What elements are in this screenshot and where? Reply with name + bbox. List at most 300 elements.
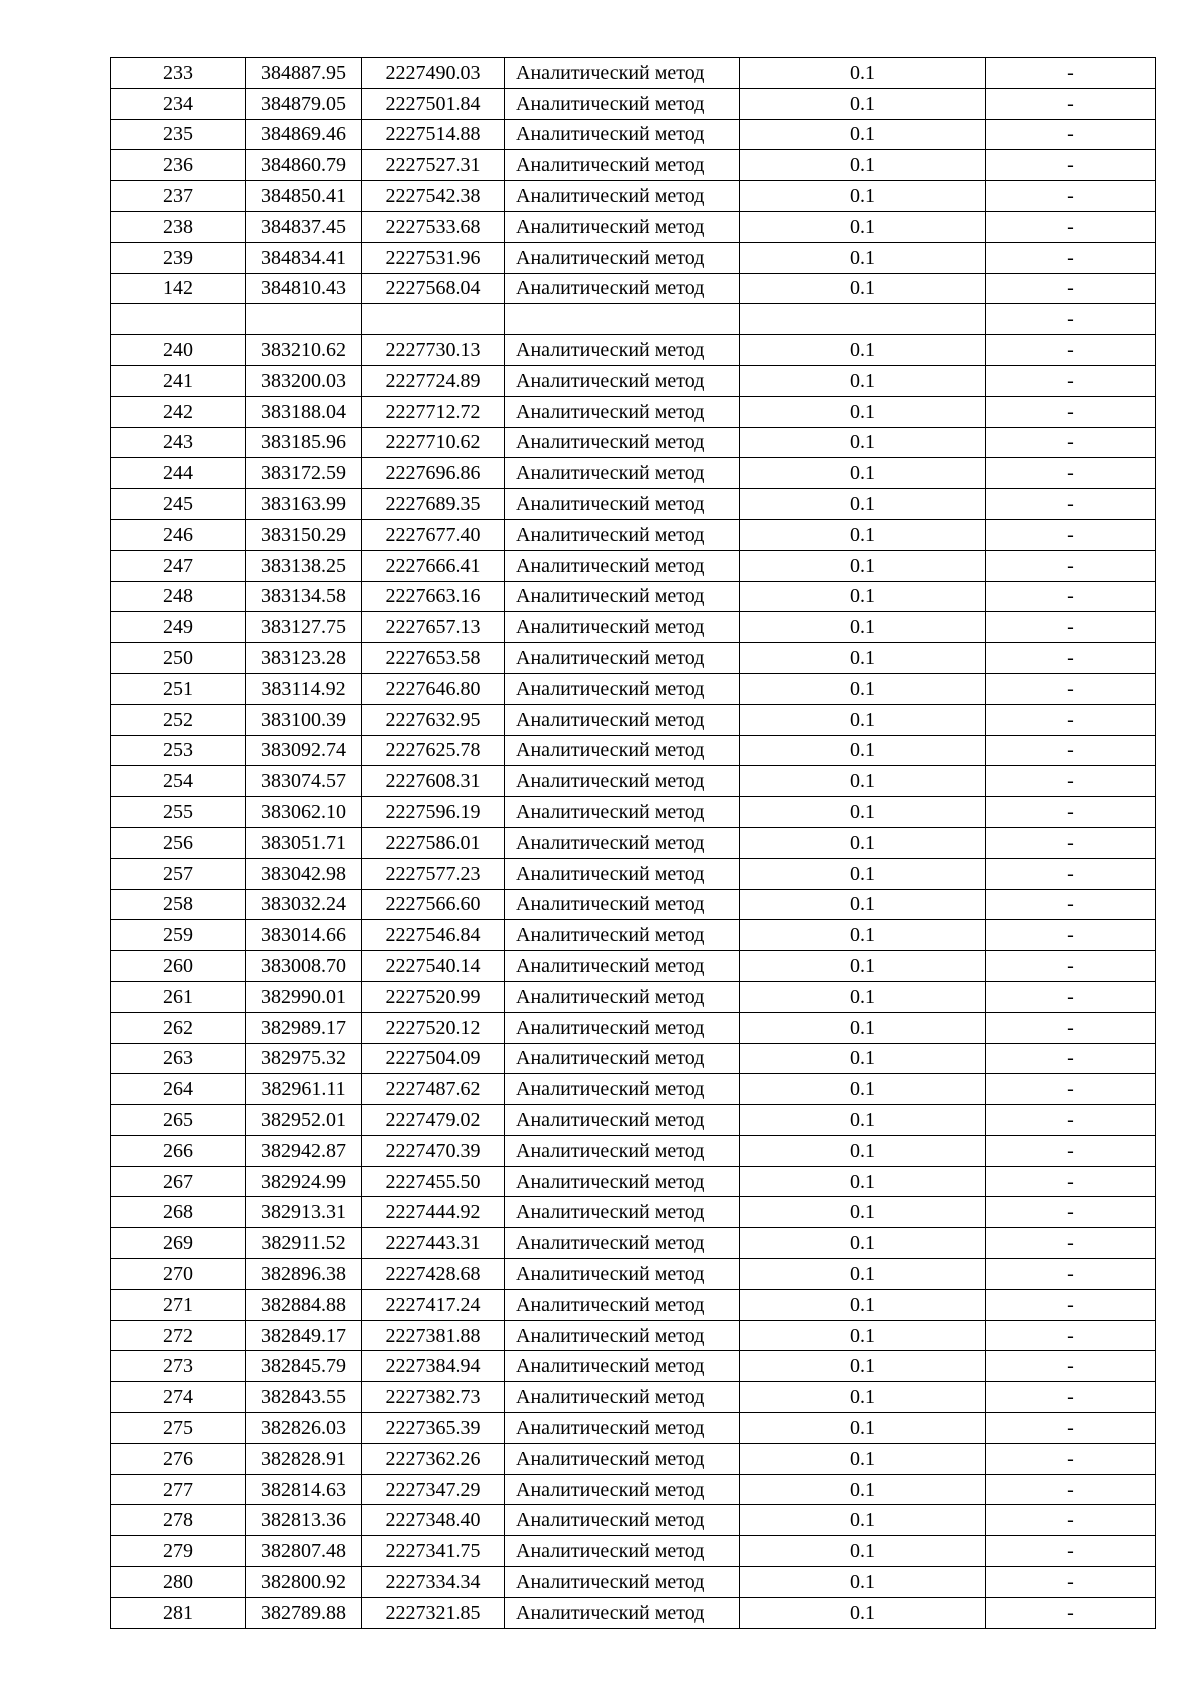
method-cell: Аналитический метод bbox=[505, 673, 740, 704]
y-coordinate-cell: 2227443.31 bbox=[362, 1228, 505, 1259]
x-coordinate-cell: 382913.31 bbox=[246, 1197, 362, 1228]
method-cell: Аналитический метод bbox=[505, 458, 740, 489]
table-row bbox=[111, 1443, 1156, 1474]
point-number-cell: 260 bbox=[111, 951, 246, 982]
point-number-cell: 247 bbox=[111, 550, 246, 581]
method-cell: Аналитический метод bbox=[505, 1289, 740, 1320]
table-row bbox=[111, 304, 1156, 335]
note-cell: - bbox=[986, 335, 1156, 366]
point-number-cell: 255 bbox=[111, 797, 246, 828]
note-cell: - bbox=[986, 1289, 1156, 1320]
note-cell: - bbox=[986, 365, 1156, 396]
table-row bbox=[111, 550, 1156, 581]
y-coordinate-cell: 2227527.31 bbox=[362, 150, 505, 181]
method-cell: Аналитический метод bbox=[505, 1505, 740, 1536]
y-coordinate-cell bbox=[362, 304, 505, 335]
table-row bbox=[111, 519, 1156, 550]
table-row bbox=[111, 643, 1156, 674]
y-coordinate-cell: 2227730.13 bbox=[362, 335, 505, 366]
x-coordinate-cell: 382843.55 bbox=[246, 1382, 362, 1413]
method-cell bbox=[505, 304, 740, 335]
point-number-cell: 244 bbox=[111, 458, 246, 489]
x-coordinate-cell: 383074.57 bbox=[246, 766, 362, 797]
x-coordinate-cell: 383032.24 bbox=[246, 889, 362, 920]
method-cell: Аналитический метод bbox=[505, 735, 740, 766]
point-number-cell: 278 bbox=[111, 1505, 246, 1536]
accuracy-cell: 0.1 bbox=[740, 427, 986, 458]
x-coordinate-cell: 382813.36 bbox=[246, 1505, 362, 1536]
note-cell: - bbox=[986, 1228, 1156, 1259]
y-coordinate-cell: 2227520.12 bbox=[362, 1012, 505, 1043]
accuracy-cell: 0.1 bbox=[740, 704, 986, 735]
note-cell: - bbox=[986, 119, 1156, 150]
x-coordinate-cell: 383200.03 bbox=[246, 365, 362, 396]
table-row bbox=[111, 1074, 1156, 1105]
method-cell: Аналитический метод bbox=[505, 889, 740, 920]
point-number-cell: 270 bbox=[111, 1259, 246, 1290]
accuracy-cell: 0.1 bbox=[740, 181, 986, 212]
y-coordinate-cell: 2227501.84 bbox=[362, 88, 505, 119]
method-cell: Аналитический метод bbox=[505, 1166, 740, 1197]
table-row bbox=[111, 1505, 1156, 1536]
method-cell: Аналитический метод bbox=[505, 612, 740, 643]
note-cell: - bbox=[986, 1536, 1156, 1567]
table-row bbox=[111, 242, 1156, 273]
table-row bbox=[111, 1012, 1156, 1043]
y-coordinate-cell: 2227417.24 bbox=[362, 1289, 505, 1320]
point-number-cell bbox=[111, 304, 246, 335]
accuracy-cell: 0.1 bbox=[740, 920, 986, 951]
note-cell: - bbox=[986, 1197, 1156, 1228]
note-cell: - bbox=[986, 211, 1156, 242]
point-number-cell: 234 bbox=[111, 88, 246, 119]
y-coordinate-cell: 2227712.72 bbox=[362, 396, 505, 427]
y-coordinate-cell: 2227586.01 bbox=[362, 827, 505, 858]
note-cell: - bbox=[986, 1043, 1156, 1074]
point-number-cell: 239 bbox=[111, 242, 246, 273]
accuracy-cell: 0.1 bbox=[740, 489, 986, 520]
y-coordinate-cell: 2227533.68 bbox=[362, 211, 505, 242]
point-number-cell: 268 bbox=[111, 1197, 246, 1228]
table-row bbox=[111, 150, 1156, 181]
accuracy-cell: 0.1 bbox=[740, 1474, 986, 1505]
accuracy-cell: 0.1 bbox=[740, 827, 986, 858]
table-row bbox=[111, 735, 1156, 766]
table-row bbox=[111, 704, 1156, 735]
accuracy-cell: 0.1 bbox=[740, 1012, 986, 1043]
note-cell: - bbox=[986, 489, 1156, 520]
note-cell: - bbox=[986, 673, 1156, 704]
x-coordinate-cell: 382896.38 bbox=[246, 1259, 362, 1290]
point-number-cell: 250 bbox=[111, 643, 246, 674]
accuracy-cell: 0.1 bbox=[740, 1382, 986, 1413]
point-number-cell: 264 bbox=[111, 1074, 246, 1105]
method-cell: Аналитический метод bbox=[505, 396, 740, 427]
x-coordinate-cell: 383127.75 bbox=[246, 612, 362, 643]
x-coordinate-cell: 382826.03 bbox=[246, 1413, 362, 1444]
table-row bbox=[111, 1351, 1156, 1382]
method-cell: Аналитический метод bbox=[505, 1105, 740, 1136]
table-row bbox=[111, 797, 1156, 828]
table-row bbox=[111, 365, 1156, 396]
table-row bbox=[111, 1536, 1156, 1567]
note-cell: - bbox=[986, 889, 1156, 920]
y-coordinate-cell: 2227710.62 bbox=[362, 427, 505, 458]
note-cell: - bbox=[986, 1505, 1156, 1536]
table-row bbox=[111, 335, 1156, 366]
accuracy-cell bbox=[740, 304, 986, 335]
y-coordinate-cell: 2227689.35 bbox=[362, 489, 505, 520]
method-cell: Аналитический метод bbox=[505, 365, 740, 396]
method-cell: Аналитический метод bbox=[505, 550, 740, 581]
accuracy-cell: 0.1 bbox=[740, 643, 986, 674]
x-coordinate-cell: 383062.10 bbox=[246, 797, 362, 828]
accuracy-cell: 0.1 bbox=[740, 1166, 986, 1197]
y-coordinate-cell: 2227514.88 bbox=[362, 119, 505, 150]
y-coordinate-cell: 2227334.34 bbox=[362, 1567, 505, 1598]
note-cell: - bbox=[986, 1320, 1156, 1351]
y-coordinate-cell: 2227428.68 bbox=[362, 1259, 505, 1290]
x-coordinate-cell: 383185.96 bbox=[246, 427, 362, 458]
table-row bbox=[111, 489, 1156, 520]
y-coordinate-cell: 2227566.60 bbox=[362, 889, 505, 920]
x-coordinate-cell: 382789.88 bbox=[246, 1597, 362, 1628]
coordinates-table bbox=[110, 57, 1156, 1629]
point-number-cell: 257 bbox=[111, 858, 246, 889]
method-cell: Аналитический метод bbox=[505, 242, 740, 273]
note-cell: - bbox=[986, 643, 1156, 674]
coordinates-table-body bbox=[111, 58, 1156, 1629]
x-coordinate-cell bbox=[246, 304, 362, 335]
note-cell: - bbox=[986, 581, 1156, 612]
point-number-cell: 273 bbox=[111, 1351, 246, 1382]
table-row bbox=[111, 1567, 1156, 1598]
accuracy-cell: 0.1 bbox=[740, 1320, 986, 1351]
method-cell: Аналитический метод bbox=[505, 519, 740, 550]
point-number-cell: 280 bbox=[111, 1567, 246, 1598]
table-row bbox=[111, 88, 1156, 119]
table-row bbox=[111, 58, 1156, 89]
method-cell: Аналитический метод bbox=[505, 920, 740, 951]
method-cell: Аналитический метод bbox=[505, 858, 740, 889]
method-cell: Аналитический метод bbox=[505, 643, 740, 674]
x-coordinate-cell: 384869.46 bbox=[246, 119, 362, 150]
accuracy-cell: 0.1 bbox=[740, 211, 986, 242]
accuracy-cell: 0.1 bbox=[740, 1443, 986, 1474]
accuracy-cell: 0.1 bbox=[740, 150, 986, 181]
point-number-cell: 253 bbox=[111, 735, 246, 766]
accuracy-cell: 0.1 bbox=[740, 1505, 986, 1536]
point-number-cell: 271 bbox=[111, 1289, 246, 1320]
accuracy-cell: 0.1 bbox=[740, 1597, 986, 1628]
method-cell: Аналитический метод bbox=[505, 335, 740, 366]
x-coordinate-cell: 383210.62 bbox=[246, 335, 362, 366]
note-cell: - bbox=[986, 150, 1156, 181]
method-cell: Аналитический метод bbox=[505, 1474, 740, 1505]
note-cell: - bbox=[986, 181, 1156, 212]
accuracy-cell: 0.1 bbox=[740, 458, 986, 489]
x-coordinate-cell: 383123.28 bbox=[246, 643, 362, 674]
x-coordinate-cell: 384837.45 bbox=[246, 211, 362, 242]
accuracy-cell: 0.1 bbox=[740, 1259, 986, 1290]
accuracy-cell: 0.1 bbox=[740, 797, 986, 828]
table-row bbox=[111, 581, 1156, 612]
note-cell: - bbox=[986, 273, 1156, 304]
x-coordinate-cell: 384834.41 bbox=[246, 242, 362, 273]
table-row bbox=[111, 396, 1156, 427]
point-number-cell: 274 bbox=[111, 1382, 246, 1413]
table-row bbox=[111, 1320, 1156, 1351]
x-coordinate-cell: 383150.29 bbox=[246, 519, 362, 550]
method-cell: Аналитический метод bbox=[505, 1197, 740, 1228]
point-number-cell: 248 bbox=[111, 581, 246, 612]
x-coordinate-cell: 382952.01 bbox=[246, 1105, 362, 1136]
accuracy-cell: 0.1 bbox=[740, 1536, 986, 1567]
point-number-cell: 261 bbox=[111, 981, 246, 1012]
y-coordinate-cell: 2227520.99 bbox=[362, 981, 505, 1012]
table-row bbox=[111, 612, 1156, 643]
note-cell: - bbox=[986, 1166, 1156, 1197]
accuracy-cell: 0.1 bbox=[740, 1197, 986, 1228]
accuracy-cell: 0.1 bbox=[740, 612, 986, 643]
y-coordinate-cell: 2227696.86 bbox=[362, 458, 505, 489]
note-cell: - bbox=[986, 1567, 1156, 1598]
point-number-cell: 276 bbox=[111, 1443, 246, 1474]
y-coordinate-cell: 2227384.94 bbox=[362, 1351, 505, 1382]
y-coordinate-cell: 2227365.39 bbox=[362, 1413, 505, 1444]
y-coordinate-cell: 2227347.29 bbox=[362, 1474, 505, 1505]
accuracy-cell: 0.1 bbox=[740, 58, 986, 89]
x-coordinate-cell: 383188.04 bbox=[246, 396, 362, 427]
accuracy-cell: 0.1 bbox=[740, 273, 986, 304]
y-coordinate-cell: 2227490.03 bbox=[362, 58, 505, 89]
note-cell: - bbox=[986, 88, 1156, 119]
method-cell: Аналитический метод bbox=[505, 1074, 740, 1105]
y-coordinate-cell: 2227382.73 bbox=[362, 1382, 505, 1413]
x-coordinate-cell: 383008.70 bbox=[246, 951, 362, 982]
y-coordinate-cell: 2227531.96 bbox=[362, 242, 505, 273]
note-cell: - bbox=[986, 920, 1156, 951]
x-coordinate-cell: 382807.48 bbox=[246, 1536, 362, 1567]
y-coordinate-cell: 2227470.39 bbox=[362, 1135, 505, 1166]
table-row bbox=[111, 1474, 1156, 1505]
table-row bbox=[111, 858, 1156, 889]
accuracy-cell: 0.1 bbox=[740, 1289, 986, 1320]
accuracy-cell: 0.1 bbox=[740, 519, 986, 550]
point-number-cell: 275 bbox=[111, 1413, 246, 1444]
note-cell: - bbox=[986, 766, 1156, 797]
point-number-cell: 254 bbox=[111, 766, 246, 797]
table-row bbox=[111, 181, 1156, 212]
point-number-cell: 272 bbox=[111, 1320, 246, 1351]
method-cell: Аналитический метод bbox=[505, 1259, 740, 1290]
accuracy-cell: 0.1 bbox=[740, 1567, 986, 1598]
y-coordinate-cell: 2227632.95 bbox=[362, 704, 505, 735]
method-cell: Аналитический метод bbox=[505, 951, 740, 982]
note-cell: - bbox=[986, 827, 1156, 858]
y-coordinate-cell: 2227321.85 bbox=[362, 1597, 505, 1628]
note-cell: - bbox=[986, 1135, 1156, 1166]
note-cell: - bbox=[986, 704, 1156, 735]
point-number-cell: 233 bbox=[111, 58, 246, 89]
method-cell: Аналитический метод bbox=[505, 981, 740, 1012]
note-cell: - bbox=[986, 519, 1156, 550]
method-cell: Аналитический метод bbox=[505, 58, 740, 89]
table-row bbox=[111, 273, 1156, 304]
point-number-cell: 246 bbox=[111, 519, 246, 550]
point-number-cell: 252 bbox=[111, 704, 246, 735]
point-number-cell: 259 bbox=[111, 920, 246, 951]
x-coordinate-cell: 384860.79 bbox=[246, 150, 362, 181]
table-row bbox=[111, 1197, 1156, 1228]
table-row bbox=[111, 1228, 1156, 1259]
accuracy-cell: 0.1 bbox=[740, 242, 986, 273]
table-row bbox=[111, 981, 1156, 1012]
point-number-cell: 267 bbox=[111, 1166, 246, 1197]
accuracy-cell: 0.1 bbox=[740, 1228, 986, 1259]
table-row bbox=[111, 458, 1156, 489]
accuracy-cell: 0.1 bbox=[740, 1105, 986, 1136]
x-coordinate-cell: 382845.79 bbox=[246, 1351, 362, 1382]
method-cell: Аналитический метод bbox=[505, 1135, 740, 1166]
point-number-cell: 238 bbox=[111, 211, 246, 242]
x-coordinate-cell: 384850.41 bbox=[246, 181, 362, 212]
x-coordinate-cell: 382975.32 bbox=[246, 1043, 362, 1074]
note-cell: - bbox=[986, 242, 1156, 273]
y-coordinate-cell: 2227444.92 bbox=[362, 1197, 505, 1228]
point-number-cell: 242 bbox=[111, 396, 246, 427]
accuracy-cell: 0.1 bbox=[740, 735, 986, 766]
y-coordinate-cell: 2227568.04 bbox=[362, 273, 505, 304]
method-cell: Аналитический метод bbox=[505, 827, 740, 858]
point-number-cell: 263 bbox=[111, 1043, 246, 1074]
point-number-cell: 241 bbox=[111, 365, 246, 396]
y-coordinate-cell: 2227479.02 bbox=[362, 1105, 505, 1136]
point-number-cell: 281 bbox=[111, 1597, 246, 1628]
y-coordinate-cell: 2227577.23 bbox=[362, 858, 505, 889]
note-cell: - bbox=[986, 735, 1156, 766]
y-coordinate-cell: 2227546.84 bbox=[362, 920, 505, 951]
table-row bbox=[111, 119, 1156, 150]
x-coordinate-cell: 382942.87 bbox=[246, 1135, 362, 1166]
note-cell: - bbox=[986, 1351, 1156, 1382]
x-coordinate-cell: 382814.63 bbox=[246, 1474, 362, 1505]
y-coordinate-cell: 2227653.58 bbox=[362, 643, 505, 674]
method-cell: Аналитический метод bbox=[505, 1351, 740, 1382]
x-coordinate-cell: 384810.43 bbox=[246, 273, 362, 304]
method-cell: Аналитический метод bbox=[505, 119, 740, 150]
accuracy-cell: 0.1 bbox=[740, 335, 986, 366]
note-cell: - bbox=[986, 427, 1156, 458]
x-coordinate-cell: 382800.92 bbox=[246, 1567, 362, 1598]
method-cell: Аналитический метод bbox=[505, 1536, 740, 1567]
point-number-cell: 240 bbox=[111, 335, 246, 366]
y-coordinate-cell: 2227608.31 bbox=[362, 766, 505, 797]
note-cell: - bbox=[986, 1382, 1156, 1413]
x-coordinate-cell: 382961.11 bbox=[246, 1074, 362, 1105]
table-row bbox=[111, 766, 1156, 797]
y-coordinate-cell: 2227362.26 bbox=[362, 1443, 505, 1474]
method-cell: Аналитический метод bbox=[505, 704, 740, 735]
x-coordinate-cell: 383051.71 bbox=[246, 827, 362, 858]
x-coordinate-cell: 382911.52 bbox=[246, 1228, 362, 1259]
note-cell: - bbox=[986, 1474, 1156, 1505]
y-coordinate-cell: 2227646.80 bbox=[362, 673, 505, 704]
y-coordinate-cell: 2227504.09 bbox=[362, 1043, 505, 1074]
accuracy-cell: 0.1 bbox=[740, 981, 986, 1012]
table-row bbox=[111, 1043, 1156, 1074]
point-number-cell: 258 bbox=[111, 889, 246, 920]
y-coordinate-cell: 2227666.41 bbox=[362, 550, 505, 581]
note-cell: - bbox=[986, 1105, 1156, 1136]
table-row bbox=[111, 1382, 1156, 1413]
method-cell: Аналитический метод bbox=[505, 427, 740, 458]
method-cell: Аналитический метод bbox=[505, 150, 740, 181]
accuracy-cell: 0.1 bbox=[740, 581, 986, 612]
table-row bbox=[111, 673, 1156, 704]
table-row bbox=[111, 1413, 1156, 1444]
y-coordinate-cell: 2227625.78 bbox=[362, 735, 505, 766]
accuracy-cell: 0.1 bbox=[740, 858, 986, 889]
table-row bbox=[111, 1289, 1156, 1320]
x-coordinate-cell: 383100.39 bbox=[246, 704, 362, 735]
method-cell: Аналитический метод bbox=[505, 1012, 740, 1043]
note-cell: - bbox=[986, 1012, 1156, 1043]
note-cell: - bbox=[986, 797, 1156, 828]
note-cell: - bbox=[986, 612, 1156, 643]
x-coordinate-cell: 382884.88 bbox=[246, 1289, 362, 1320]
method-cell: Аналитический метод bbox=[505, 1413, 740, 1444]
note-cell: - bbox=[986, 550, 1156, 581]
accuracy-cell: 0.1 bbox=[740, 1413, 986, 1444]
method-cell: Аналитический метод bbox=[505, 1567, 740, 1598]
y-coordinate-cell: 2227677.40 bbox=[362, 519, 505, 550]
table-row bbox=[111, 920, 1156, 951]
x-coordinate-cell: 383092.74 bbox=[246, 735, 362, 766]
accuracy-cell: 0.1 bbox=[740, 951, 986, 982]
accuracy-cell: 0.1 bbox=[740, 889, 986, 920]
note-cell: - bbox=[986, 981, 1156, 1012]
x-coordinate-cell: 382989.17 bbox=[246, 1012, 362, 1043]
method-cell: Аналитический метод bbox=[505, 1320, 740, 1351]
point-number-cell: 279 bbox=[111, 1536, 246, 1567]
accuracy-cell: 0.1 bbox=[740, 550, 986, 581]
table-row bbox=[111, 1259, 1156, 1290]
table-row bbox=[111, 951, 1156, 982]
y-coordinate-cell: 2227348.40 bbox=[362, 1505, 505, 1536]
method-cell: Аналитический метод bbox=[505, 1443, 740, 1474]
accuracy-cell: 0.1 bbox=[740, 365, 986, 396]
note-cell: - bbox=[986, 1443, 1156, 1474]
method-cell: Аналитический метод bbox=[505, 1597, 740, 1628]
point-number-cell: 277 bbox=[111, 1474, 246, 1505]
y-coordinate-cell: 2227381.88 bbox=[362, 1320, 505, 1351]
x-coordinate-cell: 383114.92 bbox=[246, 673, 362, 704]
note-cell: - bbox=[986, 396, 1156, 427]
accuracy-cell: 0.1 bbox=[740, 1135, 986, 1166]
note-cell: - bbox=[986, 1413, 1156, 1444]
method-cell: Аналитический метод bbox=[505, 88, 740, 119]
point-number-cell: 236 bbox=[111, 150, 246, 181]
method-cell: Аналитический метод bbox=[505, 211, 740, 242]
method-cell: Аналитический метод bbox=[505, 1043, 740, 1074]
point-number-cell: 237 bbox=[111, 181, 246, 212]
x-coordinate-cell: 383134.58 bbox=[246, 581, 362, 612]
x-coordinate-cell: 384879.05 bbox=[246, 88, 362, 119]
note-cell: - bbox=[986, 304, 1156, 335]
y-coordinate-cell: 2227542.38 bbox=[362, 181, 505, 212]
note-cell: - bbox=[986, 458, 1156, 489]
